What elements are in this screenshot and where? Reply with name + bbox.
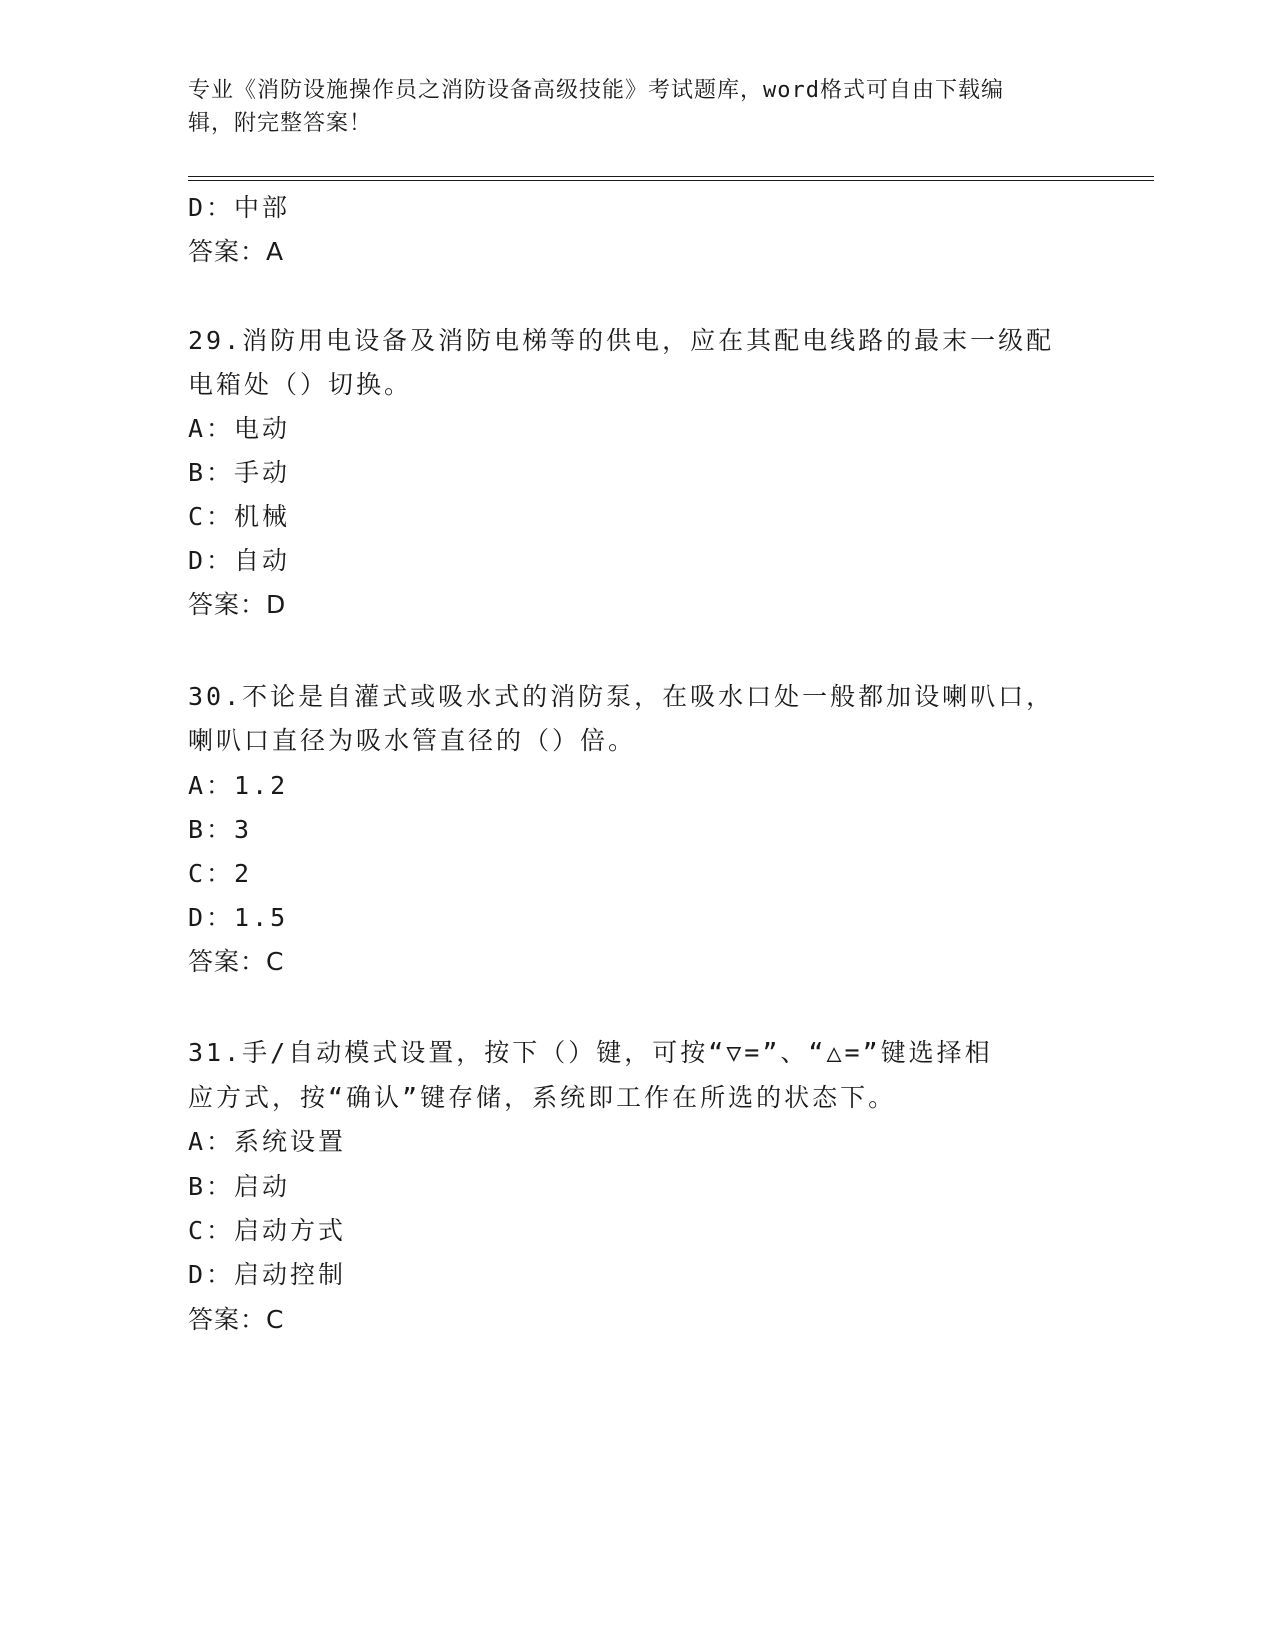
q31-stem-line-1: 31.手/自动模式设置，按下（）键，可按“▽=”、“△=”键选择相 <box>188 1038 993 1067</box>
header-line-2: 辑，附完整答案！ <box>188 111 373 136</box>
q29-stem-line-2: 电箱处（）切换。 <box>188 370 413 399</box>
header-line-1: 专业《消防设施操作员之消防设备高级技能》考试题库，word格式可自由下载编 <box>188 78 1004 103</box>
q31-option-b: B：启动 <box>188 1172 291 1201</box>
q30-option-a: A：1.2 <box>188 771 289 800</box>
q31-option-c: C：启动方式 <box>188 1216 347 1245</box>
q31-stem-line-2: 应方式，按“确认”键存储，系统即工作在所选的状态下。 <box>188 1083 897 1112</box>
q31-option-d: D：启动控制 <box>188 1260 347 1289</box>
q29-answer: 答案：D <box>188 590 287 619</box>
header-rule-top <box>188 176 1154 177</box>
q30-option-c: C：2 <box>188 859 253 888</box>
q29-option-d: D：自动 <box>188 546 291 575</box>
q30-stem-line-2: 喇叭口直径为吸水管直径的（）倍。 <box>188 726 637 755</box>
q29-option-a: A：电动 <box>188 414 291 443</box>
prev-option-d: D：中部 <box>188 193 291 222</box>
header-rule-bottom <box>188 180 1154 181</box>
q30-option-b: B：3 <box>188 815 253 844</box>
q30-answer: 答案：C <box>188 947 285 976</box>
q31-option-a: A：系统设置 <box>188 1127 347 1156</box>
prev-answer: 答案：A <box>188 237 285 266</box>
q29-stem-line-1: 29.消防用电设备及消防电梯等的供电，应在其配电线路的最末一级配 <box>188 326 1055 355</box>
q30-stem-line-1: 30.不论是自灌式或吸水式的消防泵，在吸水口处一般都加设喇叭口， <box>188 682 1055 711</box>
q30-option-d: D：1.5 <box>188 903 289 932</box>
q29-option-b: B：手动 <box>188 458 291 487</box>
document-header <box>188 74 1068 140</box>
q31-answer: 答案：C <box>188 1305 285 1334</box>
q29-option-c: C：机械 <box>188 502 291 531</box>
